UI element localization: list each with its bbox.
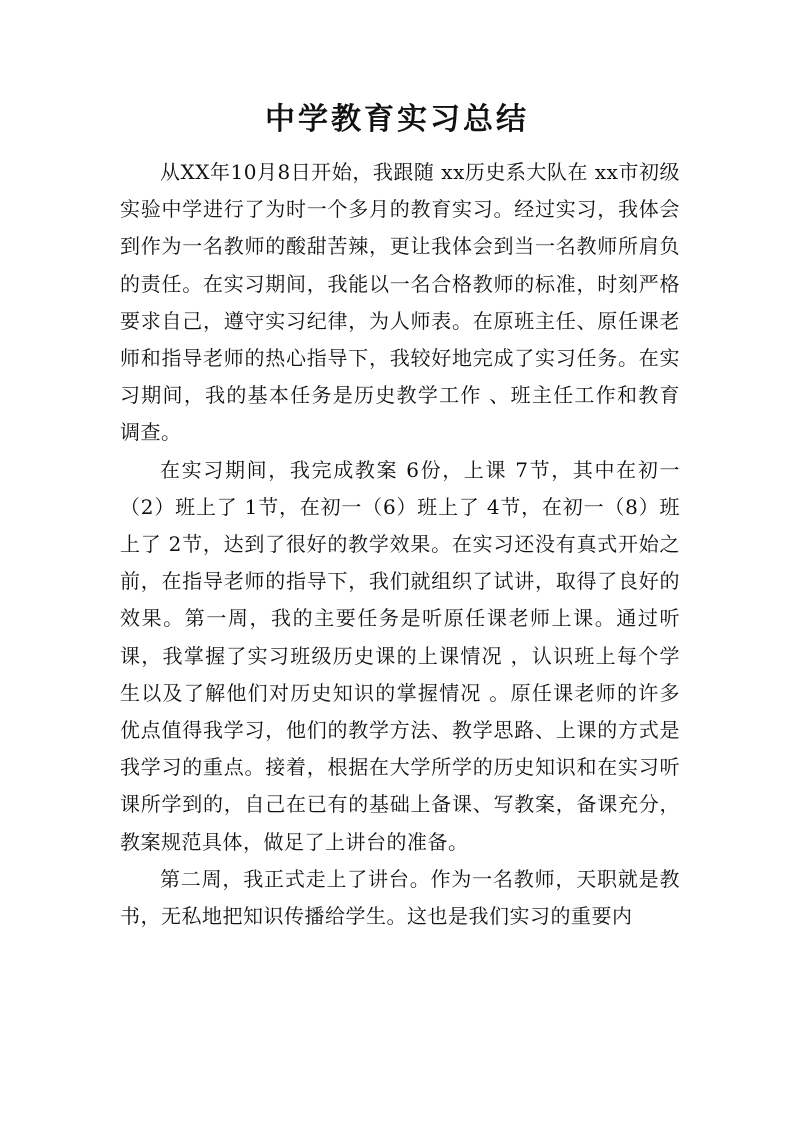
paragraph-2: 在实习期间，我完成教案 6份，上课 7节，其中在初一（2）班上了 1节，在初一（6）班上了 4节，在初一（8）班上了 2节，达到了很好的教学效果。在实习还没有真式开始之前，在指导老师的指导下，我们就组织了试讲，取得了良好的效果。第一周，我的主要任务是听原任课老师上课。通过听课，我掌握了实习班级历史课的上课情况 ，认识班上每个学生以及了解他们对历史知识的掌握情况 。原任课老师的许多优点值得我学习，他们的教学方法、教学思路、上课的方式是我学习的重点。接着，根据在大学所学的历史知识和在实习听课所学到的，自己在已有的基础上备课、写教案，备课充分，教案规范具体，做足了上讲台的准备。 (120, 457, 680, 854)
paragraph-3: 第二周，我正式走上了讲台。作为一名教师，天职就是教书，无私地把知识传播给学生。这也是我们实习的重要内 (120, 866, 680, 929)
paragraph-1: 从XX年10月8日开始，我跟随 xx历史系大队在 xx市初级实验中学进行了为时一个多月的教育实习。经过实习，我体会到作为一名教师的酸甜苦辣，更让我体会到当一名教师所肩负的责任。在实习期间，我能以一名合格教师的标准，时刻严格要求自己，遵守实习纪律，为人师表。在原班主任、原任课老师和指导老师的热心指导下，我较好地完成了实习任务。在实习期间，我的基本任务是历史教学工作 、班主任工作和教育调查。 (120, 160, 680, 445)
document-title: 中学教育实习总结 (265, 102, 529, 137)
document-body (120, 154, 680, 935)
